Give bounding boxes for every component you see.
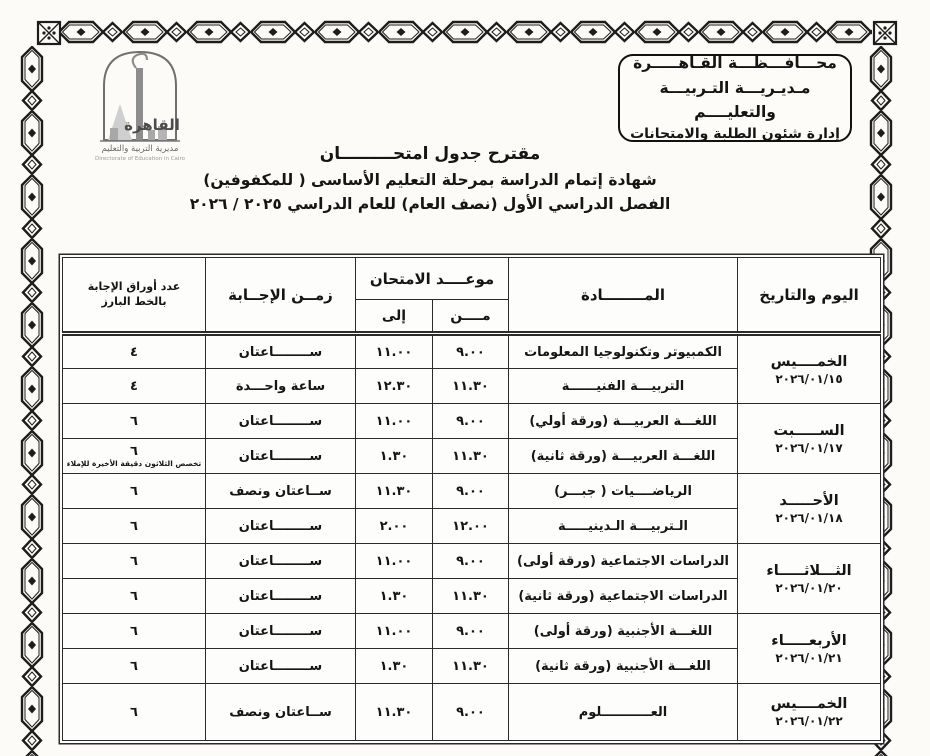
sheets-cell: ٦ [63,474,206,509]
sheets-cell: ٦ [63,544,206,579]
border-corner-knot-right [872,20,898,46]
table-row [63,684,881,741]
from-cell: ٩.٠٠ [433,334,509,369]
logo-city-label: القاهرة [124,116,180,134]
day-cell [738,684,881,741]
sheets-cell-with-note [63,439,206,474]
col-header-session: موعــــد الامتحان [356,258,509,300]
duration-cell: ســاعتان ونصف [206,684,356,741]
duration-cell: ســــــــاعتان [206,404,356,439]
subject-cell: اللغـــة الأجنبية (ورقة ثانية) [509,649,738,684]
to-cell: ١١.٠٠ [356,334,433,369]
table-row [63,544,881,579]
title-line-2: شهادة إتمام الدراسة بمرحلة التعليم الأساسى ( للمكفوفين) [203,171,657,189]
from-cell: ١٢.٠٠ [433,509,509,544]
to-cell: ١١.٠٠ [356,544,433,579]
from-cell: ٩.٠٠ [433,544,509,579]
subject-cell: الكمبيوتر وتكنولوجيا المعلومات [509,334,738,369]
day-date: ٢٠٢٦/٠١/٢٢ [775,714,843,728]
from-cell: ٩.٠٠ [433,614,509,649]
subject-cell: الرياضــــيات ( جبـــر) [509,474,738,509]
table-row [63,614,881,649]
sheets-cell: ٦ [63,649,206,684]
day-cell [738,474,881,544]
subject-cell: اللغـــة العربيـــة (ورقة أولي) [509,404,738,439]
duration-cell: ســــــــاعتان [206,614,356,649]
subject-cell: التربيـــة الفنيــــــة [509,369,738,404]
decorative-border-left [15,46,49,756]
col-header-from: مــــن [433,300,509,334]
day-date: ٢٠٢٦/٠١/١٥ [775,371,843,386]
title-line-1: مقترح جدول امتحـــــــــان [319,144,541,164]
subject-cell: اللغـــة الأجنبية (ورقة أولى) [509,614,738,649]
day-name: الخمــــيس [770,353,848,370]
col-header-duration: زمــن الإجــابة [206,258,356,334]
administration-name: إدارة شئون الطلبة والامتحانات [630,125,840,142]
duration-cell: ســــــــاعتان [206,544,356,579]
sheets-cell: ٦ [63,579,206,614]
letterhead-office-box [618,54,852,142]
to-cell: ١٢.٣٠ [356,369,433,404]
from-cell: ١١.٣٠ [433,579,509,614]
day-cell [738,544,881,614]
col-header-day: اليوم والتاريخ [738,258,881,334]
col-header-subject: المــــــــادة [509,258,738,334]
table-row [63,334,881,369]
day-name: الأربعـــــاء [771,632,847,649]
from-cell: ٩.٠٠ [433,404,509,439]
logo-caption-english: Directorate of Education in Cairo [95,156,185,162]
sheets-cell: ٦ [63,614,206,649]
subject-cell: اللغـــة العربيـــة (ورقة ثانية) [509,439,738,474]
table-row [63,474,881,509]
sheets-cell: ٦ [63,509,206,544]
from-cell: ١١.٣٠ [433,369,509,404]
dictation-note: تخصص الثلاثون دقيقة الأخيرة للإملاء [66,458,202,468]
subject-cell: الدراسات الاجتماعية (ورقة ثانية) [509,579,738,614]
border-corner-knot-left [36,20,62,46]
day-name: الســـــبت [773,422,845,439]
sheets-cell: ٦ [63,684,206,741]
title-line-3: الفصل الدراسي الأول (نصف العام) للعام الدراسي ٢٠٢٥ / ٢٠٢٦ [189,195,671,213]
day-cell [738,614,881,684]
col-header-sheets-line1: عدد أوراق الإجابة [87,279,181,293]
day-date: ٢٠٢٦/٠١/١٧ [775,440,843,455]
subject-cell: الدراسات الاجتماعية (ورقة أولى) [509,544,738,579]
day-cell [738,404,881,474]
directorate-name: مـديـريـــة التـربيـــة والتعليــــم [659,78,811,121]
duration-cell: ســــــــاعتان [206,334,356,369]
day-date: ٢٠٢٦/٠١/١٨ [775,510,843,525]
governorate-name: محـــافـــظـــة القـاهـــــرة [633,54,837,73]
sheets-cell: ٦ [63,404,206,439]
to-cell: ١١.٣٠ [356,684,433,741]
from-cell: ٩.٠٠ [433,684,509,741]
logo-caption-arabic: مديرية التربية والتعليم [101,144,179,154]
duration-cell: ســــــــاعتان [206,579,356,614]
header-row [63,258,881,300]
to-cell: ٢.٠٠ [356,509,433,544]
from-cell: ٩.٠٠ [433,474,509,509]
duration-cell: ســــــــاعتان [206,509,356,544]
col-header-to: إلى [356,300,433,334]
sheets-cell: ٤ [63,369,206,404]
to-cell: ١.٣٠ [356,439,433,474]
day-date: ٢٠٢٦/٠١/٢٠ [775,580,843,595]
subject-cell: العـــــــــــلوم [509,684,738,741]
col-header-sheets-line2: بالخط البارز [101,294,167,308]
from-cell: ١١.٣٠ [433,439,509,474]
from-cell: ١١.٣٠ [433,649,509,684]
table-row [63,404,881,439]
sheets-count: ٦ [130,443,138,459]
exam-schedule-table [62,257,881,741]
day-name: الأحـــــد [779,492,839,509]
to-cell: ١.٣٠ [356,649,433,684]
day-name: الخمــــيس [770,696,848,712]
duration-cell: ساعة واحـــدة [206,369,356,404]
col-header-sheets [63,258,206,334]
document-title [125,144,735,213]
subject-cell: الـتربيـــة الـدينيـــــة [509,509,738,544]
duration-cell: ســــــــاعتان [206,649,356,684]
day-cell [738,334,881,404]
sheets-cell: ٤ [63,334,206,369]
to-cell: ١١.٣٠ [356,474,433,509]
duration-cell: ســاعتان ونصف [206,474,356,509]
to-cell: ١١.٠٠ [356,614,433,649]
day-date: ٢٠٢٦/٠١/٢١ [775,650,843,665]
to-cell: ١.٣٠ [356,579,433,614]
day-name: الثـــلاثـــــاء [766,562,852,579]
to-cell: ١١.٠٠ [356,404,433,439]
duration-cell: ســــــــاعتان [206,439,356,474]
